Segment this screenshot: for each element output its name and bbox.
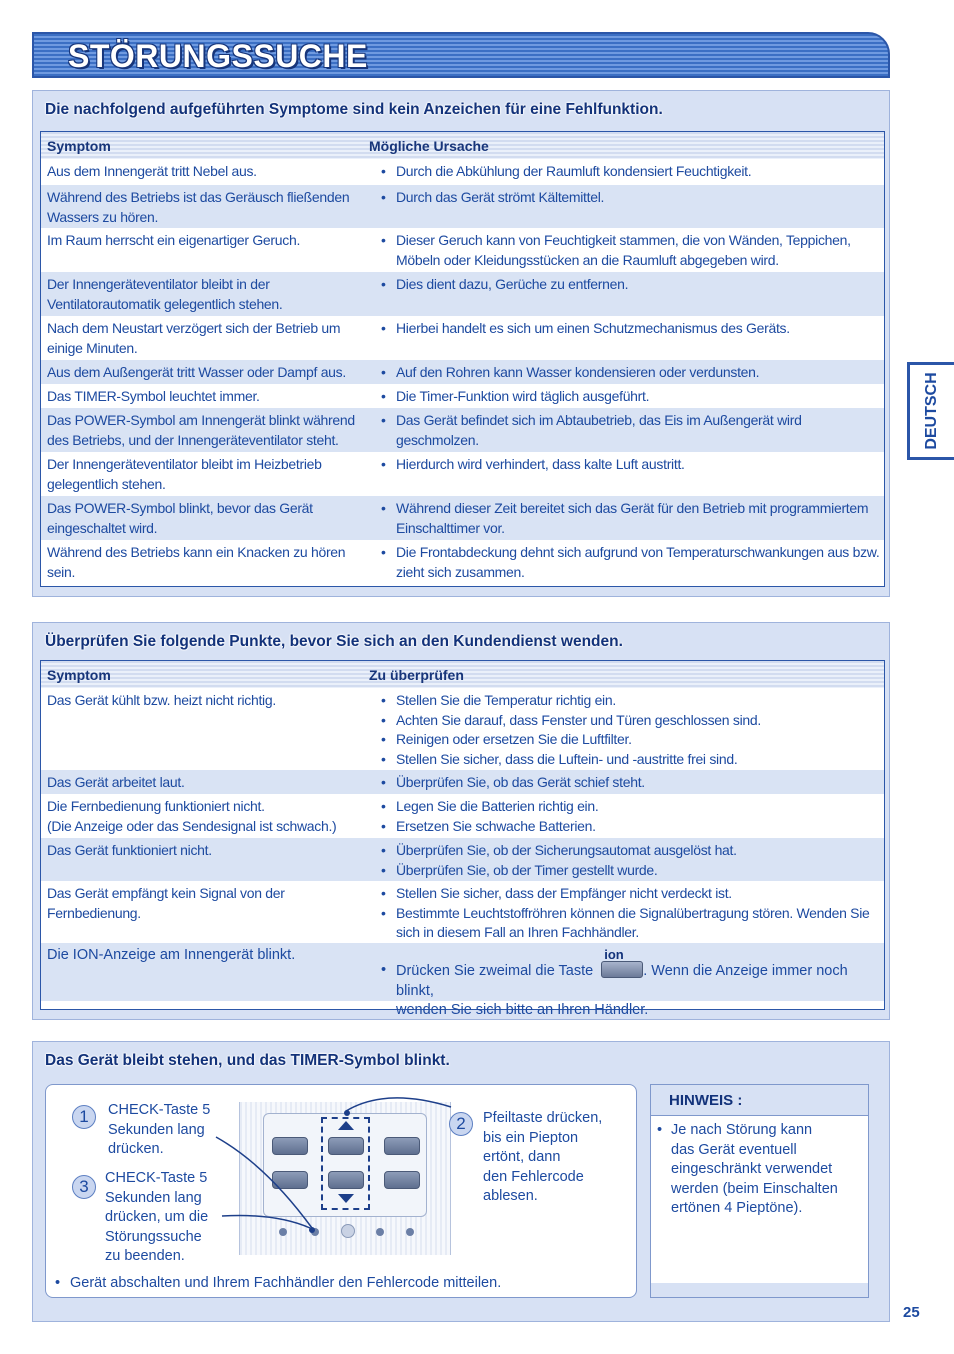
check-button-icon <box>311 1228 319 1236</box>
symptom-cell <box>47 363 362 383</box>
check-text: • Stellen Sie die Temperatur richtig ein. <box>381 691 881 711</box>
symptom-text: Das Gerät kühlt bzw. heizt nicht richtig. <box>47 692 276 708</box>
symptom-cell <box>47 275 362 314</box>
page-number: 25 <box>903 1304 920 1321</box>
cause-text: • Hierbei handelt es sich um einen Schutzmechanismus des Geräts. <box>381 319 881 339</box>
check-text: . Wenn die Anzeige immer noch blinkt, <box>396 963 848 999</box>
table-row <box>41 384 884 408</box>
symptom-text: (Die Anzeige oder das Sendesignal ist schwach.) <box>47 817 337 834</box>
table-row <box>41 159 884 185</box>
section-symptoms-no-malfunction <box>32 90 890 597</box>
cause-text: • Während dieser Zeit bereitet sich das Gerät für den Betrieb mit programmiertem <box>381 499 881 519</box>
table-body <box>41 688 884 943</box>
cause-cell <box>381 231 881 270</box>
check-text: • Reinigen oder ersetzen Sie die Luftfilter. <box>381 730 881 750</box>
check-text: • Legen Sie die Batterien richtig ein. <box>381 797 881 817</box>
table-row <box>41 881 884 943</box>
table-row <box>41 540 884 584</box>
hint-line: • Je nach Störung kann <box>671 1122 813 1138</box>
step2-number: 2 <box>449 1112 473 1136</box>
ion-button-label: ion <box>604 947 624 962</box>
table-row <box>41 185 884 228</box>
table-header <box>41 132 884 159</box>
hint-text <box>657 1121 847 1219</box>
check-text: • Überprüfen Sie, ob der Sicherungsautomat ausgelöst hat. <box>381 841 881 861</box>
hint-title: HINWEIS : <box>651 1085 868 1116</box>
header-cause: Mögliche Ursache <box>369 138 489 154</box>
check-text: Drücken Sie zweimal die Taste <box>396 963 594 979</box>
cause-cell <box>381 275 881 295</box>
step1-line: drücken. <box>108 1141 164 1157</box>
cause-cell <box>381 387 881 407</box>
table-row <box>41 272 884 316</box>
step3-line: Störungssuche <box>105 1228 202 1245</box>
language-tab-label: DEUTSCH <box>923 372 940 450</box>
symptom-cell <box>47 946 362 966</box>
arrow-down-icon <box>338 1194 354 1203</box>
remote-button-panel <box>263 1113 427 1217</box>
step2-line: ablesen. <box>483 1188 538 1204</box>
step3-line: Sekunden lang <box>105 1189 202 1206</box>
symptom-cell <box>47 884 362 923</box>
cause-cell <box>381 499 881 538</box>
table-row <box>41 496 884 540</box>
cause-cell <box>381 543 881 582</box>
remote-button <box>384 1171 420 1189</box>
step1-line: Sekunden lang <box>108 1121 205 1138</box>
symptom-text: einige Minuten. <box>47 339 138 356</box>
symptom-text: Ventilatorautomatik gelegentlich stehen. <box>47 295 283 312</box>
remote-round-button <box>341 1224 355 1238</box>
cause-text: • Das Gerät befindet sich im Abtaubetrieb, das Eis im Außengerät wird geschmolzen. <box>381 411 881 450</box>
table-row <box>41 316 884 360</box>
remote-button <box>272 1137 308 1155</box>
title-banner <box>32 32 890 78</box>
symptom-cell <box>47 231 362 251</box>
remote-button <box>384 1137 420 1155</box>
table-row <box>41 360 884 384</box>
procedure-panel <box>45 1084 637 1298</box>
symptom-text: Das POWER-Symbol am Innengerät blinkt während <box>47 412 355 428</box>
check-cell <box>381 884 881 943</box>
cause-cell <box>381 455 881 475</box>
check-text: • Ersetzen Sie schwache Batterien. <box>381 817 881 837</box>
cause-text: • Die Timer-Funktion wird täglich ausgeführt. <box>381 387 881 407</box>
table-row <box>41 770 884 794</box>
header-check: Zu überprüfen <box>369 667 464 683</box>
table-row <box>41 794 884 838</box>
check-cell <box>381 691 881 769</box>
check-text: wenden Sie sich bitte an Ihren Händler. <box>396 1002 649 1018</box>
cause-text: • Durch die Abkühlung der Raumluft kondensiert Feuchtigkeit. <box>381 162 881 182</box>
check-cell <box>381 797 881 836</box>
symptom-text: Fernbedienung. <box>47 904 141 921</box>
hint-line: das Gerät eventuell <box>671 1141 797 1158</box>
symptom-text: Das Gerät funktioniert nicht. <box>47 842 212 858</box>
section-check-before-service <box>32 622 890 1020</box>
language-tab <box>907 362 954 460</box>
cause-cell <box>381 363 881 383</box>
cause-text: Möbeln oder Kleidungsstücken an die Raumluft abgegeben wird. <box>396 251 779 268</box>
remote-dot <box>376 1228 384 1236</box>
cause-text: • Dies dient dazu, Gerüche zu entfernen. <box>381 275 881 295</box>
hint-line: ertönen 4 Pieptöne). <box>671 1200 803 1216</box>
symptom-text: Der Innengeräteventilator bleibt im Heizbetrieb <box>47 456 322 472</box>
step3-text <box>105 1169 208 1267</box>
step1-line: CHECK-Taste 5 <box>108 1102 211 1118</box>
step2-line: Pfeiltaste drücken, <box>483 1110 603 1126</box>
check-cell <box>381 947 881 1021</box>
check-item <box>381 947 881 1001</box>
hint-line: werden (beim Einschalten <box>671 1180 838 1197</box>
symptom-text: Das POWER-Symbol blinkt, bevor das Gerät <box>47 500 313 516</box>
cause-text: Einschalttimer vor. <box>396 519 505 536</box>
symptom-text: Die ION-Anzeige am Innengerät blinkt. <box>47 947 296 963</box>
symptom-text: Während des Betriebs kann ein Knacken zu hören <box>47 544 346 560</box>
cause-text: • Hierdurch wird verhindert, dass kalte Luft austritt. <box>381 455 881 475</box>
cause-text: • Durch das Gerät strömt Kältemittel. <box>381 188 881 208</box>
section3-heading: Das Gerät bleibt stehen, und das TIMER-Symbol blinkt. <box>43 1052 879 1074</box>
cause-cell <box>381 162 881 182</box>
symptoms-table <box>40 131 885 587</box>
table-row <box>41 228 884 272</box>
remote-button <box>272 1171 308 1189</box>
table-row <box>41 408 884 452</box>
check-text: • Überprüfen Sie, ob das Gerät schief steht. <box>381 773 881 793</box>
cause-text: • Auf den Rohren kann Wasser kondensieren oder verdunsten. <box>381 363 881 383</box>
symptom-text: Aus dem Innengerät tritt Nebel aus. <box>47 163 257 179</box>
table-row <box>41 452 884 496</box>
step1-text <box>108 1101 210 1160</box>
table-row <box>41 838 884 881</box>
symptom-text: sein. <box>47 563 76 580</box>
symptom-cell <box>47 411 362 450</box>
step2-line: ertönt, dann <box>483 1149 561 1165</box>
section2-heading: Überprüfen Sie folgende Punkte, bevor Sie sich an den Kundendienst wenden. <box>43 633 879 655</box>
remote-dot <box>279 1228 287 1236</box>
section1-heading: Die nachfolgend aufgeführten Symptome sind kein Anzeichen für eine Fehlfunktion. <box>43 101 879 123</box>
symptom-cell <box>47 543 362 582</box>
header-symptom: Symptom <box>47 138 111 154</box>
symptom-cell <box>47 387 362 407</box>
ion-button-icon <box>601 947 643 978</box>
cause-cell <box>381 411 881 450</box>
symptom-cell <box>47 455 362 494</box>
cause-text: zieht sich zusammen. <box>396 563 525 580</box>
hint-line: eingeschränkt verwendet <box>671 1161 833 1177</box>
symptom-text: Der Innengeräteventilator bleibt in der <box>47 276 270 292</box>
symptom-text: Während des Betriebs ist das Geräusch fließenden <box>47 189 350 205</box>
symptom-cell <box>47 162 362 182</box>
footer-note <box>55 1274 501 1294</box>
step1-number: 1 <box>72 1105 96 1129</box>
symptom-text: des Betriebs, und der Innengeräteventilator steht. <box>47 431 339 448</box>
header-symptom: Symptom <box>47 667 111 683</box>
table-row <box>41 688 884 770</box>
symptom-cell <box>47 841 362 861</box>
check-text: • Überprüfen Sie, ob der Timer gestellt wurde. <box>381 861 881 881</box>
symptom-text: Nach dem Neustart verzögert sich der Betrieb um <box>47 320 341 336</box>
table-row <box>41 943 884 1018</box>
page-title: STÖRUNGSSUCHE <box>68 38 368 74</box>
check-text: • Stellen Sie sicher, dass der Empfänger nicht verdeckt ist. <box>381 884 881 904</box>
symptom-text: Wassers zu hören. <box>47 208 159 225</box>
symptom-cell <box>47 773 362 793</box>
check-text: sich in diesem Fall an Ihren Fachhändler. <box>396 924 639 940</box>
arrow-up-icon <box>338 1121 354 1130</box>
symptom-text: Das Gerät empfängt kein Signal von der <box>47 885 285 901</box>
table-body <box>41 159 884 584</box>
remote-control-illustration <box>239 1102 451 1255</box>
symptom-text: Aus dem Außengerät tritt Wasser oder Dampf aus. <box>47 364 346 380</box>
symptom-text: gelegentlich stehen. <box>47 475 166 492</box>
symptom-cell <box>47 691 362 711</box>
symptom-cell <box>47 188 362 227</box>
symptom-text: Die Fernbedienung funktioniert nicht. <box>47 798 265 814</box>
check-text: • Stellen Sie sicher, dass die Luftein- und -austritte frei sind. <box>381 750 881 770</box>
footer-note-text: Gerät abschalten und Ihrem Fachhändler den Fehlercode mitteilen. <box>70 1275 502 1291</box>
check-text: • Achten Sie darauf, dass Fenster und Türen geschlossen sind. <box>381 711 881 731</box>
symptom-text: Das Gerät arbeitet laut. <box>47 774 185 790</box>
cause-text: • Dieser Geruch kann von Feuchtigkeit stammen, die von Wänden, Teppichen, <box>381 231 881 251</box>
step3-line: drücken, um die <box>105 1209 209 1225</box>
hint-box <box>650 1084 869 1298</box>
cause-cell <box>381 319 881 339</box>
remote-dot <box>406 1228 414 1236</box>
step3-number: 3 <box>72 1175 96 1199</box>
section-timer-blinks <box>32 1041 890 1322</box>
check-text: • Bestimmte Leuchtstoffröhren können die Signalübertragung stören. Wenden Sie <box>381 904 881 924</box>
step3-line: zu beenden. <box>105 1248 185 1264</box>
symptom-cell <box>47 319 362 358</box>
hint-bottom-bar <box>651 1283 868 1297</box>
check-cell <box>381 841 881 880</box>
step2-line: den Fehlercode <box>483 1168 584 1185</box>
cause-text: • Die Frontabdeckung dehnt sich aufgrund von Temperaturschwankungen aus bzw. <box>381 543 881 563</box>
symptom-text: Das TIMER-Symbol leuchtet immer. <box>47 388 260 404</box>
checks-table <box>40 660 885 1018</box>
check-cell <box>381 773 881 793</box>
symptom-cell <box>47 499 362 538</box>
cause-cell <box>381 188 881 208</box>
symptom-text: eingeschaltet wird. <box>47 519 158 536</box>
symptom-cell <box>47 797 362 836</box>
table-header <box>41 661 884 688</box>
step2-text <box>483 1109 602 1207</box>
step2-line: bis ein Piepton <box>483 1129 579 1146</box>
step3-line: CHECK-Taste 5 <box>105 1170 208 1186</box>
symptom-text: Im Raum herrscht ein eigenartiger Geruch. <box>47 232 301 248</box>
